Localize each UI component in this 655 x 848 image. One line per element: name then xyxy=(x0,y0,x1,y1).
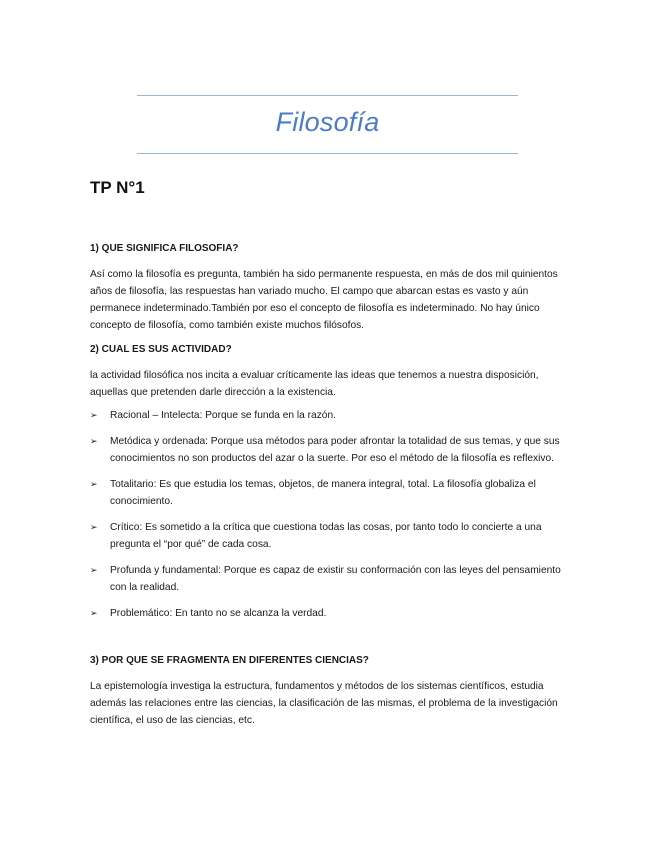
arrow-bullet-icon: ➢ xyxy=(90,436,98,446)
list-item xyxy=(90,605,565,622)
list-item xyxy=(90,562,565,596)
question-1-heading: 1) QUE SIGNIFICA FILOSOFIA? xyxy=(90,243,239,254)
document-subtitle: TP N°1 xyxy=(90,178,145,197)
arrow-bullet-icon: ➢ xyxy=(90,608,98,618)
list-item-text: Totalitario: Es que estudia los temas, objetos, de manera integral, total. La filosofía globaliza el conocimiento. xyxy=(110,479,536,507)
title-bottom-rule xyxy=(137,153,518,154)
title-top-rule xyxy=(137,95,518,96)
list-item-text: Racional – Intelecta: Porque se funda en la razón. xyxy=(110,410,336,421)
characteristics-list xyxy=(90,407,565,622)
answer-2-paragraph: la actividad filosófica nos incita a evaluar críticamente las ideas que tenemos a nuestra disposición, aquellas que pretenden darle dirección a la existencia. xyxy=(90,370,539,398)
list-item-text: Metódica y ordenada: Porque usa métodos para poder afrontar la totalidad de sus temas, y que sus conocimientos no son productos del azar o la suerte. Por eso el método de la filosofía es reflexivo. xyxy=(110,436,560,464)
question-3-heading: 3) POR QUE SE FRAGMENTA EN DIFERENTES CIENCIAS? xyxy=(90,655,369,666)
list-item xyxy=(90,519,565,553)
list-item-text: Problemático: En tanto no se alcanza la verdad. xyxy=(110,608,327,619)
list-item-text: Crítico: Es sometido a la crítica que cuestiona todas las cosas, por tanto todo lo concierte a una pregunta el “por qué” de cada cosa. xyxy=(110,522,542,550)
arrow-bullet-icon: ➢ xyxy=(90,479,98,489)
list-item xyxy=(90,407,565,424)
answer-3-paragraph: La epistemología investiga la estructura, fundamentos y métodos de los sistemas científicos, estudia además las relaciones entre las ciencias, la clasificación de las mismas, el problema de la investigación científica, el uso de las ciencias, etc. xyxy=(90,681,558,726)
arrow-bullet-icon: ➢ xyxy=(90,565,98,575)
arrow-bullet-icon: ➢ xyxy=(90,522,98,532)
question-2-heading: 2) CUAL ES SUS ACTIVIDAD? xyxy=(90,344,232,355)
list-item-text: Profunda y fundamental: Porque es capaz de existir su conformación con las leyes del pensamiento con la realidad. xyxy=(110,565,561,593)
list-item xyxy=(90,476,565,510)
arrow-bullet-icon: ➢ xyxy=(90,410,98,420)
document-title: Filosofía xyxy=(275,107,380,137)
document-body xyxy=(90,240,565,729)
list-item xyxy=(90,433,565,467)
answer-1-paragraph: Así como la filosofía es pregunta, también ha sido permanente respuesta, en más de dos mil quinientos años de filosofía, las respuestas han variado mucho. El campo que abarcan estas es vasto y aún permanece indeterminado.También por eso el concepto de filosofía es indeterminado. No hay único concepto de filosofía, como también existe muchos filósofos. xyxy=(90,269,558,331)
